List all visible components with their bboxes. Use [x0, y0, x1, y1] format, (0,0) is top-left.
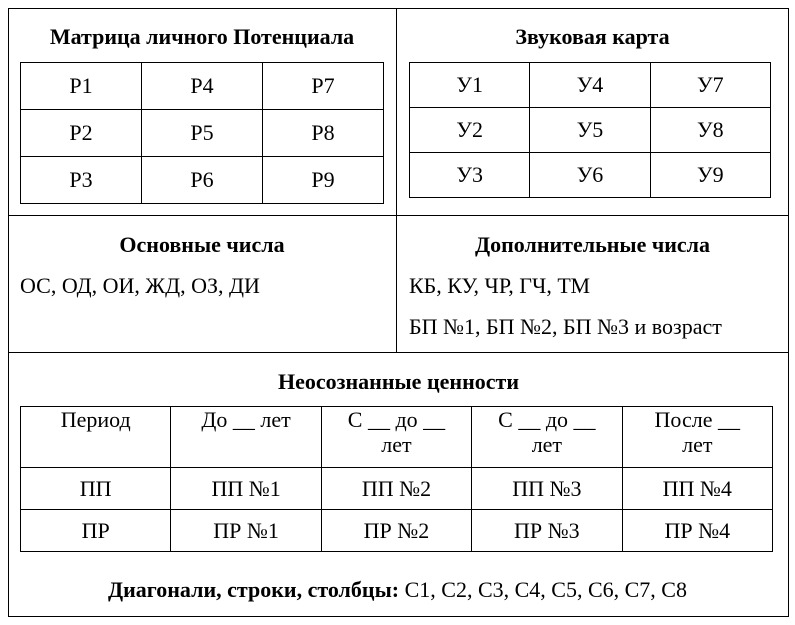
sound-map-title: Звуковая карта: [515, 24, 670, 49]
table-cell: ПР №1: [171, 510, 321, 552]
main-numbers-title: Основные числа: [119, 232, 285, 257]
header-cell: До __ лет: [171, 407, 321, 468]
sound-map-cell: У2: [410, 108, 530, 153]
matrix-row: [21, 63, 384, 110]
matrix-table: [20, 62, 384, 204]
matrix-cell: Р8: [263, 110, 384, 157]
main-numbers-text: ОС, ОД, ОИ, ЖД, ОЗ, ДИ: [20, 273, 260, 298]
table-cell: ПП №2: [321, 468, 471, 510]
sound-map-table: [409, 62, 771, 198]
values-table: [20, 406, 773, 552]
values-title: Неосознанные ценности: [278, 369, 519, 394]
table-row: [21, 510, 773, 552]
matrix-cell: Р3: [21, 157, 142, 204]
table-cell: ПП №4: [622, 468, 772, 510]
table-row: [21, 468, 773, 510]
matrix-row: [21, 110, 384, 157]
table-cell: ПР №3: [472, 510, 622, 552]
extra-numbers-line2: БП №1, БП №2, БП №3 и возраст: [409, 314, 722, 339]
header-cell: Период: [21, 407, 171, 468]
sound-map-cell: У6: [530, 153, 650, 198]
sound-map-row: [410, 63, 771, 108]
sound-map-cell: У3: [410, 153, 530, 198]
extra-numbers-line1: КБ, КУ, ЧР, ГЧ, ТМ: [409, 273, 591, 298]
matrix-cell: Р1: [21, 63, 142, 110]
divider-vertical-top: [396, 8, 397, 353]
header-cell: После __ лет: [622, 407, 772, 468]
matrix-title: Матрица личного Потенциала: [49, 24, 355, 49]
values-header-row: [21, 407, 773, 468]
table-cell: ПП №1: [171, 468, 321, 510]
header-cell: С __ до __ лет: [321, 407, 471, 468]
table-cell: ПР: [21, 510, 171, 552]
sound-map-cell: У1: [410, 63, 530, 108]
table-cell: ПР №4: [622, 510, 772, 552]
divider-horizontal-2: [8, 352, 789, 353]
footer-line: [0, 577, 795, 603]
sound-map-cell: У5: [530, 108, 650, 153]
matrix-row: [21, 157, 384, 204]
table-cell: ПП №3: [472, 468, 622, 510]
footer-items: С1, С2, С3, С4, С5, С6, С7, С8: [404, 577, 687, 602]
sound-map-cell: У8: [650, 108, 770, 153]
sound-map-row: [410, 153, 771, 198]
table-cell: ПП: [21, 468, 171, 510]
sound-map-row: [410, 108, 771, 153]
matrix-cell: Р6: [142, 157, 263, 204]
sound-map-cell: У7: [650, 63, 770, 108]
header-cell: С __ до __ лет: [472, 407, 622, 468]
matrix-cell: Р5: [142, 110, 263, 157]
footer-label: Диагонали, строки, столбцы:: [108, 577, 400, 602]
extra-numbers-title: Дополнительные числа: [474, 232, 711, 257]
divider-horizontal-1: [8, 215, 789, 216]
matrix-cell: Р7: [263, 63, 384, 110]
sound-map-cell: У9: [650, 153, 770, 198]
table-cell: ПР №2: [321, 510, 471, 552]
matrix-cell: Р4: [142, 63, 263, 110]
sound-map-cell: У4: [530, 63, 650, 108]
matrix-cell: Р9: [263, 157, 384, 204]
matrix-cell: Р2: [21, 110, 142, 157]
